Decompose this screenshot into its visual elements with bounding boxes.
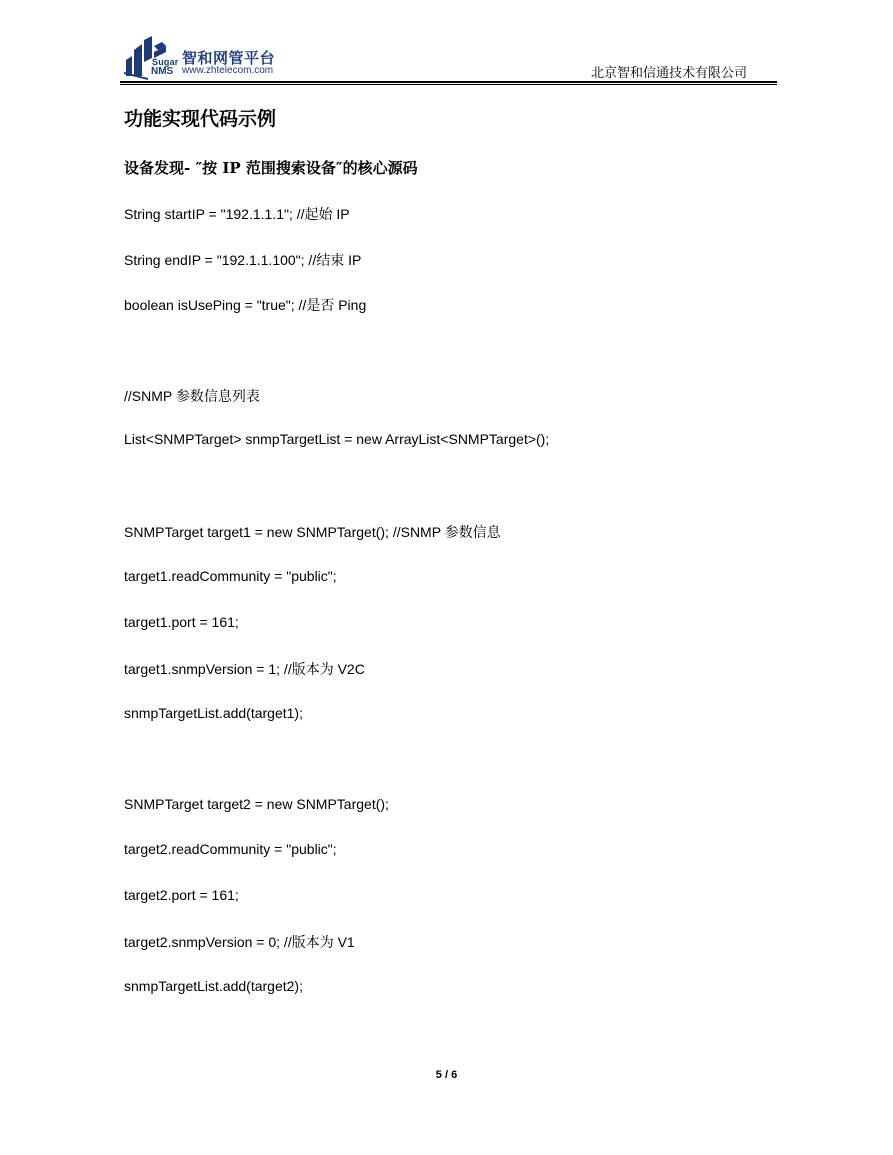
header-divider-thin: [120, 84, 777, 85]
code-line: String endIP = "192.1.1.100"; //结束 IP: [124, 252, 362, 268]
code-line: target2.snmpVersion = 0; //版本为 V1: [124, 934, 355, 950]
code-line: target1.snmpVersion = 1; //版本为 V2C: [124, 661, 365, 677]
company-logo: [122, 36, 292, 80]
code-line: target2.port = 161;: [124, 887, 239, 903]
logo-url: www.zhtelecom.com: [182, 65, 274, 76]
header-divider: [120, 81, 777, 83]
code-line: SNMPTarget target1 = new SNMPTarget(); //SNMP 参数信息: [124, 524, 501, 540]
section-title: 功能实现代码示例: [124, 108, 277, 130]
code-line: target2.readCommunity = "public";: [124, 841, 337, 857]
section-subtitle: 设备发现- ″按 IP 范围搜索设备″的核心源码: [124, 159, 418, 177]
logo-nms-text: NMS: [151, 66, 174, 77]
code-line: List<SNMPTarget> snmpTargetList = new ArrayList<SNMPTarget>();: [124, 431, 550, 447]
page-number: 5 / 6: [435, 1069, 458, 1081]
logo-chinese-name: 智和网管平台: [182, 49, 276, 67]
code-line: //SNMP 参数信息列表: [124, 388, 260, 404]
logo-sugar-text: Sugar: [152, 57, 179, 67]
code-line: snmpTargetList.add(target2);: [124, 978, 303, 994]
page-header: [120, 36, 777, 84]
company-name: 北京智和信通技术有限公司: [590, 66, 747, 81]
code-line: target1.readCommunity = "public";: [124, 568, 337, 584]
code-line: boolean isUsePing = "true"; //是否 Ping: [124, 297, 367, 313]
code-line: target1.port = 161;: [124, 614, 239, 630]
code-line: SNMPTarget target2 = new SNMPTarget();: [124, 796, 389, 812]
code-line: String startIP = "192.1.1.1"; //起始 IP: [124, 206, 350, 222]
code-line: snmpTargetList.add(target1);: [124, 705, 303, 721]
